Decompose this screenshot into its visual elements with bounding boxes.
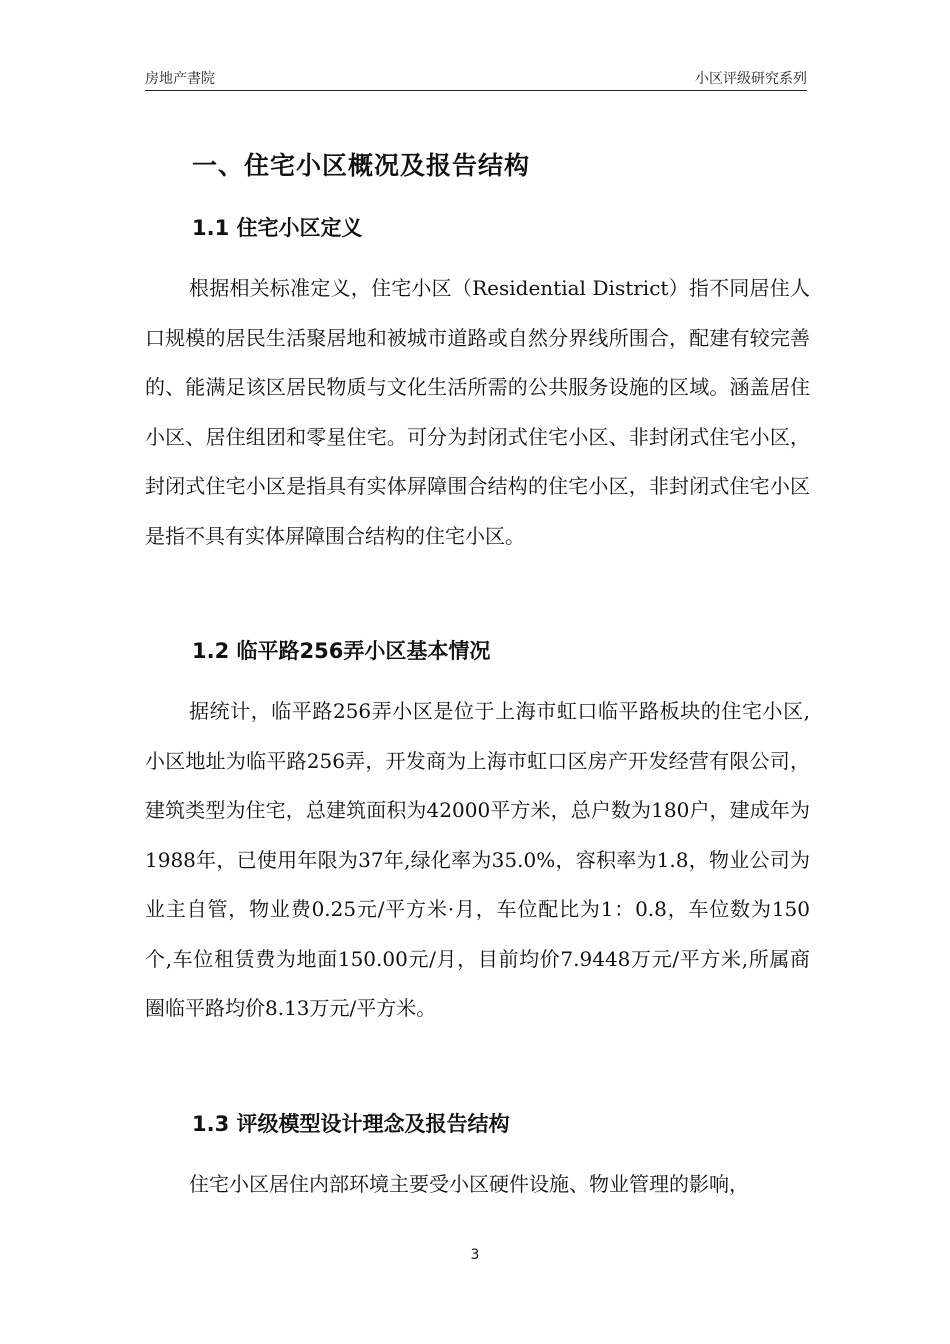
page-header xyxy=(145,66,807,91)
page-number: 3 xyxy=(470,1247,480,1263)
header-right-text: 小区评级研究系列 xyxy=(695,71,807,87)
section-heading-1-1: 1.1 住宅小区定义 xyxy=(192,216,363,240)
chapter-title: 一、住宅小区概况及报告结构 xyxy=(192,151,531,180)
section-heading-1-3: 1.3 评级模型设计理念及报告结构 xyxy=(192,1112,510,1136)
section-paragraph-1-2: 据统计，临平路256弄小区是位于上海市虹口临平路板块的住宅小区,小区地址为临平路256弄，开发商为上海市虹口区房产开发经营有限公司，建筑类型为住宅，总建筑面积为42000平方米，总户数为180户，建成年为1988年，已使用年限为37年,绿化率为35.0%，容积率为1.8，物业公司为业主自管，物业费0.25元/平方米·月，车位配比为1：0.8，车位数为150个,车位租赁费为地面150.00元/月，目前均价7.9448万元/平方米,所属商圈临平路均价8.13万元/平方米。 xyxy=(145,699,810,1020)
section-paragraph-1-3: 住宅小区居住内部环境主要受小区硬件设施、物业管理的影响， xyxy=(189,1172,749,1196)
header-left-text: 房地产書院 xyxy=(145,71,215,87)
section-paragraph-1-1: 根据相关标准定义，住宅小区（Residential District）指不同居住人口规模的居民生活聚居地和被城市道路或自然分界线所围合，配建有较完善的、能满足该区居民物质与文化生活所需的公共服务设施的区域。涵盖居住小区、居住组团和零星住宅。可分为封闭式住宅小区、非封闭式住宅小区，封闭式住宅小区是指具有实体屏障围合结构的住宅小区，非封闭式住宅小区是指不具有实体屏障围合结构的住宅小区。 xyxy=(145,276,810,548)
section-heading-1-2: 1.2 临平路256弄小区基本情况 xyxy=(192,639,491,663)
